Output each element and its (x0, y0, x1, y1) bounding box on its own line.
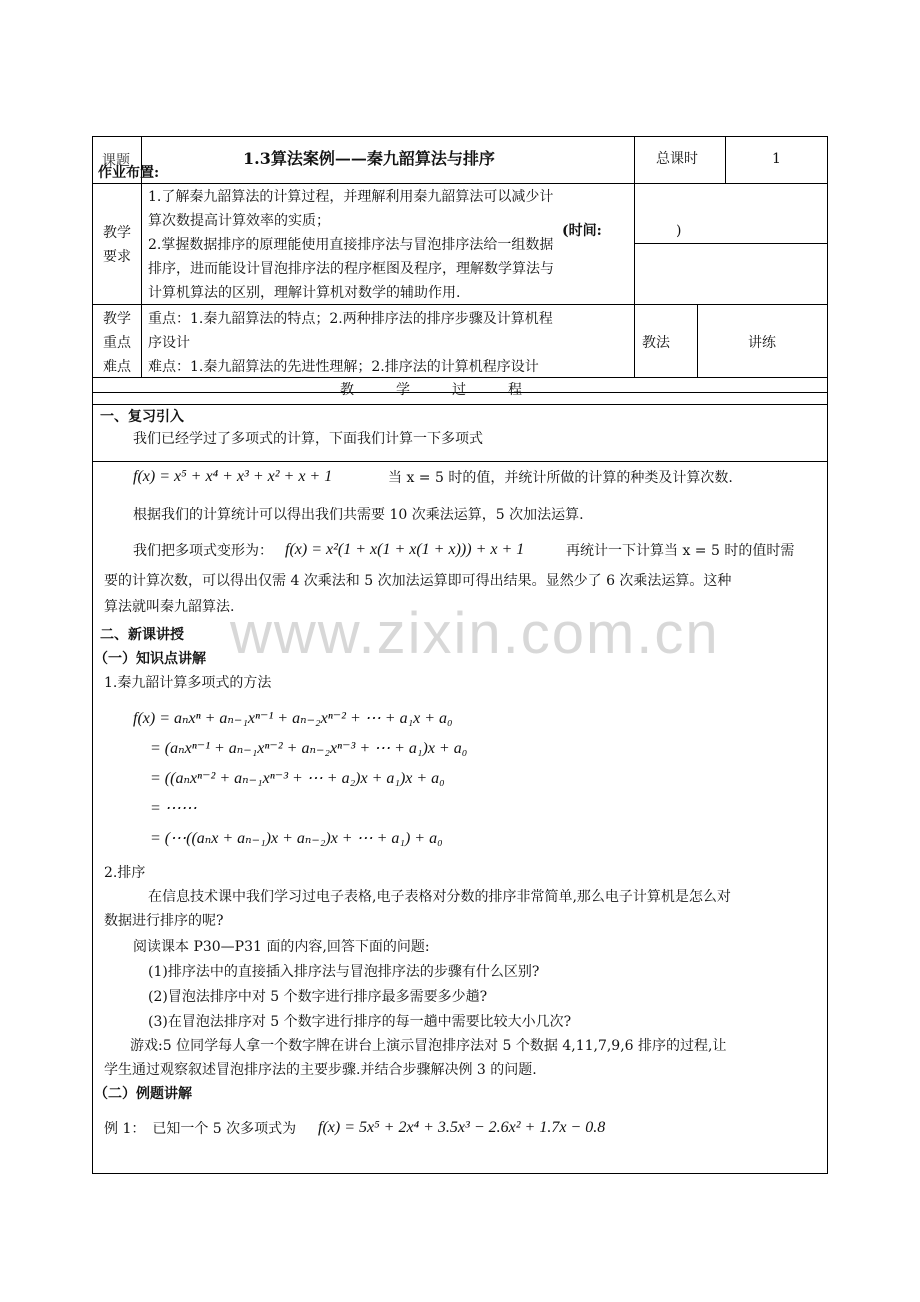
keypoints-line: 重点：1.秦九韶算法的特点；2.两种排序法的排序步骤及计算机程 (148, 311, 553, 327)
formula-1: f(x) = x⁵ + x⁴ + x³ + x² + x + 1 (133, 468, 333, 485)
total-hours-value: 1 (772, 151, 781, 167)
keypoints-line: 序设计 (148, 335, 190, 351)
item-2: 2.排序 (104, 865, 146, 881)
table-rule (92, 304, 828, 305)
eq-line: = (aₙxⁿ⁻¹ + aₙ₋₁xⁿ⁻² + aₙ₋₂xⁿ⁻³ + ⋯ + a₁)x + a₀ (150, 740, 468, 757)
subsection-1: （一）知识点讲解 (94, 651, 206, 667)
table-border-left (92, 136, 93, 1174)
keypoints-label-b: 重点 (103, 335, 131, 351)
table-col-rule (697, 304, 698, 377)
reading-task: 阅读课本 P30—P31 面的内容,回答下面的问题: (133, 939, 430, 955)
subsection-2: （二）例题讲解 (94, 1086, 192, 1102)
eq-line: f(x) = aₙxⁿ + aₙ₋₁xⁿ⁻¹ + aₙ₋₂xⁿ⁻² + ⋯ + a₁x + a₀ (133, 710, 453, 727)
formula-1-tail: 当 x = 5 时的值，并统计所做的计算的种类及计算次数. (388, 470, 733, 486)
section1-stat: 根据我们的计算统计可以得出我们共需要 10 次乘法运算，5 次加法运算. (133, 507, 584, 523)
question: (3)在冒泡法排序对 5 个数字进行排序的每一趟中需要比较大小几次? (148, 1014, 572, 1030)
time-label: (时间: (562, 223, 602, 239)
transform-a: 我们把多项式变形为： (133, 543, 273, 559)
table-rule (92, 404, 828, 405)
game-text: 学生通过观察叙述冒泡排序法的主要步骤.并结合步骤解决例 3 的问题. (104, 1062, 537, 1078)
time-close: ) (676, 223, 682, 239)
question: (2)冒泡法排序中对 5 个数字进行排序最多需要多少趟? (148, 989, 488, 1005)
method-value: 讲练 (748, 335, 776, 351)
question: (1)排序法中的直接插入排序法与冒泡排序法的步骤有什么区别? (148, 964, 540, 980)
goals-line: 算次数提高计算效率的实质； (148, 213, 330, 229)
example-1: 例 1： 已知一个 5 次多项式为 (104, 1121, 297, 1137)
table-border-right (827, 136, 828, 1174)
goals-line: 1.了解秦九韶算法的计算过程，并理解利用秦九韶算法可以减少计 (148, 189, 554, 205)
sort-paragraph: 数据进行排序的呢? (104, 913, 224, 929)
goals-line: 排序，进而能设计冒泡排序法的程序框图及程序，理解数学算法与 (148, 261, 554, 277)
table-rule (92, 183, 828, 184)
goals-label-b: 要求 (103, 249, 131, 265)
keypoints-line: 难点：1.秦九韶算法的先进性理解；2.排序法的计算机程序设计 (148, 359, 539, 375)
watermark: www.zixin.com.cn (230, 601, 720, 666)
keypoints-label-c: 难点 (103, 359, 131, 375)
example-1-formula: f(x) = 5x⁵ + 2x⁴ + 3.5x³ − 2.6x² + 1.7x − 0.8 (318, 1119, 606, 1136)
section2-title: 二、新课讲授 (100, 627, 184, 643)
goals-line: 2.掌握数据排序的原理能使用直接排序法与冒泡排序法给一组数据 (148, 237, 554, 253)
sort-paragraph: 在信息技术课中我们学习过电子表格,电子表格对分数的排序非常简单,那么电子计算机是怎么对 (148, 889, 731, 905)
table-col-rule (634, 136, 635, 377)
table-border-top (92, 136, 828, 137)
section1-intro: 我们已经学过了多项式的计算，下面我们计算一下多项式 (133, 431, 483, 447)
transform-c: 要的计算次数，可以得出仅需 4 次乘法和 5 次加法运算即可得出结果。显然少了 6 次乘法运算。这种 (104, 573, 732, 589)
item-1: 1.秦九韶计算多项式的方法 (104, 675, 272, 691)
goals-label-a: 教学 (103, 225, 131, 241)
formula-2: f(x) = x²(1 + x(1 + x(1 + x))) + x + 1 (285, 541, 525, 558)
method-label: 教法 (642, 335, 670, 351)
game-text: 游戏:5 位同学每人拿一个数字牌在讲台上演示冒泡排序法对 5 个数据 4,11,7,9,6 排序的过程,让 (130, 1038, 727, 1054)
lesson-title: 1.3算法案例——秦九韶算法与排序 (243, 149, 495, 168)
eq-line: = ((aₙxⁿ⁻² + aₙ₋₁xⁿ⁻³ + ⋯ + a₂)x + a₁)x + a₀ (150, 770, 445, 787)
transform-d: 算法就叫秦九韶算法. (104, 599, 235, 615)
process-heading: 教 学 过 程 (340, 382, 522, 398)
table-rule (92, 461, 828, 462)
transform-b: 再统计一下计算当 x = 5 时的值时需 (566, 543, 795, 559)
table-border-bottom (92, 1173, 828, 1174)
label-topic: 课题 (102, 153, 130, 169)
label-homework: 作业布置: (98, 165, 160, 181)
table-col-rule (725, 136, 726, 184)
eq-line: = ⋯⋯ (150, 800, 197, 817)
goals-line: 计算机算法的区别，理解计算机对数学的辅助作用. (148, 285, 461, 301)
table-rule (634, 243, 828, 244)
total-hours-label: 总课时 (656, 151, 698, 167)
eq-line: = (⋯((aₙx + aₙ₋₁)x + aₙ₋₂)x + ⋯ + a₁) + a₀ (150, 830, 443, 847)
section1-title: 一、复习引入 (100, 409, 184, 425)
keypoints-label-a: 教学 (103, 311, 131, 327)
